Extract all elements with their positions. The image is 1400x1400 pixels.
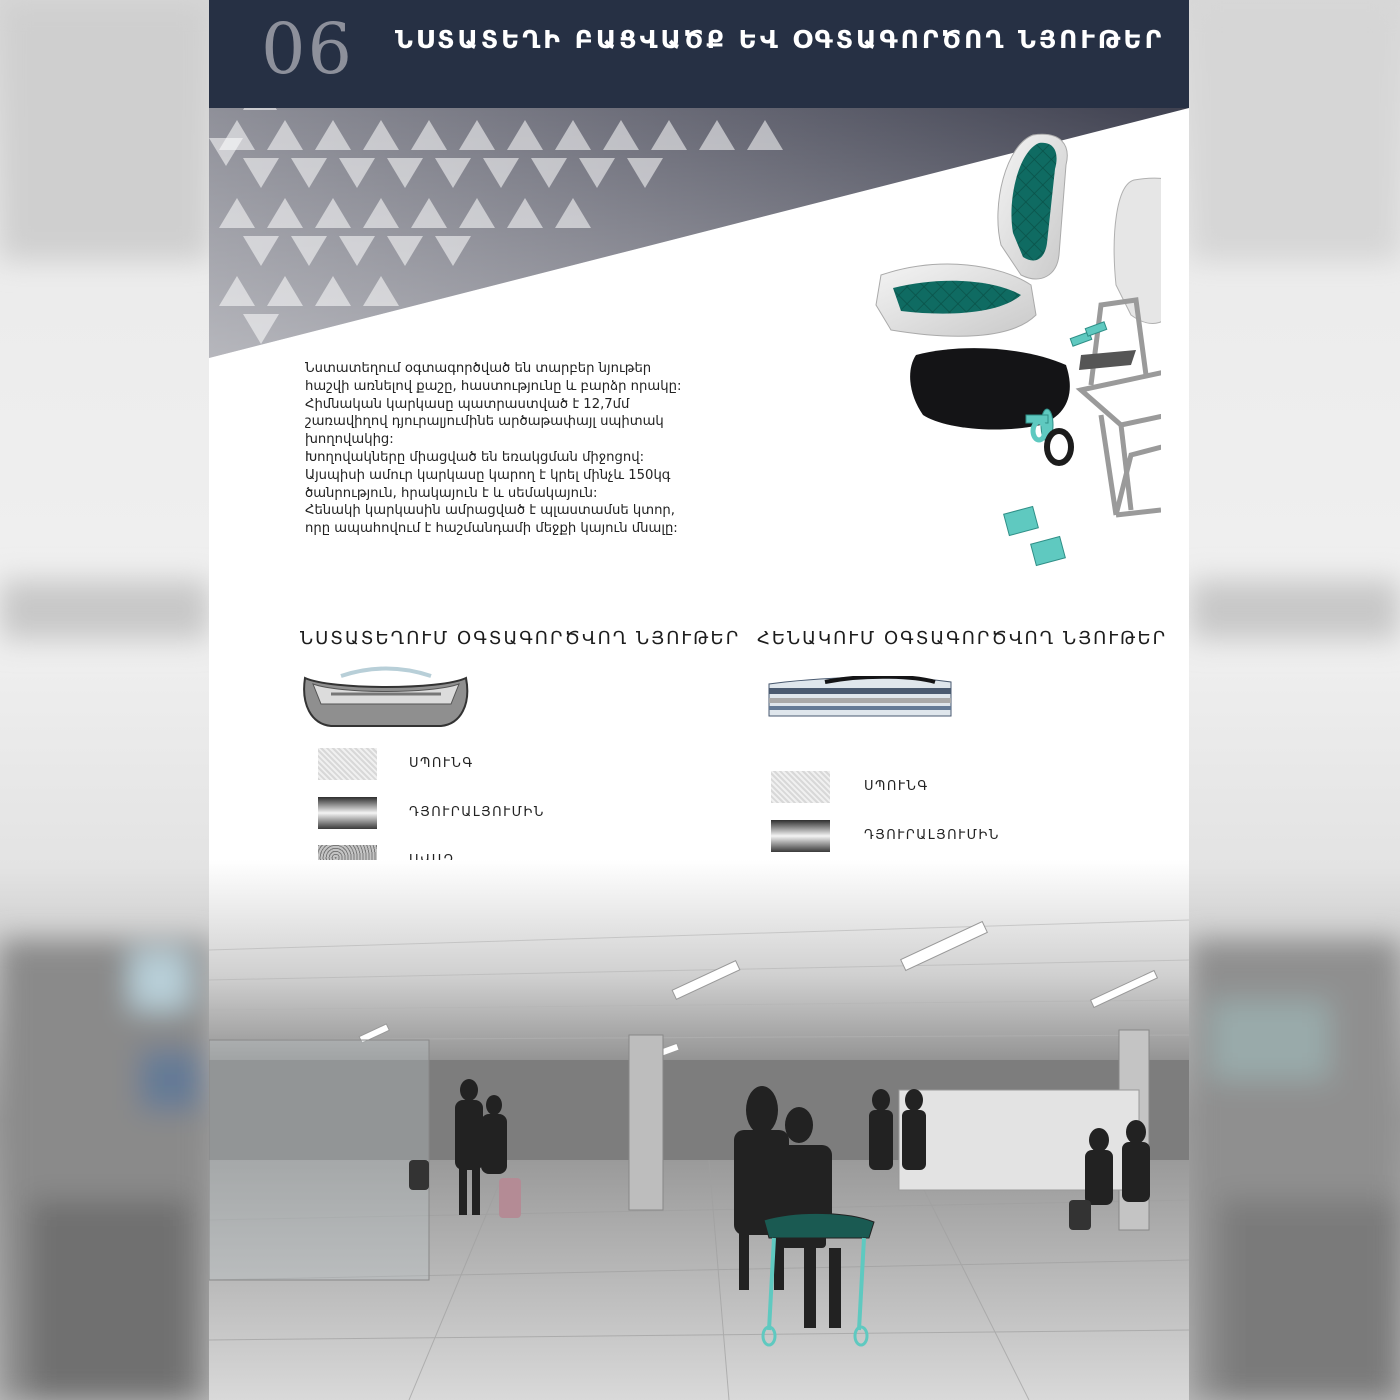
material-label: ԴՅՈՒՐԱԼՅՈՒՄԻՆ — [864, 827, 1000, 843]
back-materials-title: ՀԵՆԱԿՈՒՄ ՕԳՏԱԳՈՐԾՎՈՂ ՆՅՈՒԹԵՐ — [757, 628, 1168, 649]
material-label: ՍՊՈՒՆԳ — [409, 756, 474, 771]
glass-wall — [209, 1040, 429, 1280]
material-label: ՍՊՈՒՆԳ — [864, 779, 929, 794]
material-swatch — [771, 771, 830, 803]
section-number: 06 — [261, 8, 355, 90]
seat-cushion — [876, 264, 1036, 336]
material-swatch — [318, 797, 377, 829]
page-title: ՆՍՏԱՏԵՂԻ ԲԱՑՎԱԾՔ ԵՎ ՕԳՏԱԳՈՐԾՈՂ ՆՅՈՒԹԵՐ — [395, 25, 1165, 54]
pillar — [629, 1035, 663, 1210]
back-cushion — [998, 134, 1067, 279]
back-cross-section — [765, 676, 955, 720]
exploded-chair-illustration — [661, 125, 1161, 615]
seat-materials-title: ՆՍՏԱՏԵՂՈՒՄ ՕԳՏԱԳՈՐԾՎՈՂ ՆՅՈՒԹԵՐ — [300, 628, 741, 649]
material-label: ԴՅՈՒՐԱԼՅՈՒՄԻՆ — [409, 804, 545, 820]
header-bar — [209, 0, 1189, 108]
material-swatch — [318, 748, 377, 780]
material-swatch — [771, 820, 830, 852]
poster — [209, 0, 1189, 1400]
description-text: Նստատեղում օգտագործված են տարբեր նյութեր հաշվի առնելով քաշը, հաստությունը և բարձր որակը: Հիմնական կարկասը պատրաստված է 12,7մմ շառավիղով դյուրալյումինե արծաթափայլ սպիտակ խողովակից: Խողովակները միացված են եռակցման միջոցով: Այսպիսի ամուր կարկասը կարող է կրել մինչև 150կգ ծանրություն, հրակայուն է և սեմակայուն: Հենակի կարկասին ամրացված է պլաստամսե կտոր, որը ապահովում է հաշմանդամի մեջքի կայուն մնալը: — [305, 361, 682, 537]
grey-panel — [1079, 350, 1136, 370]
airport-scene — [209, 860, 1189, 1400]
seat-cross-section — [301, 664, 471, 734]
